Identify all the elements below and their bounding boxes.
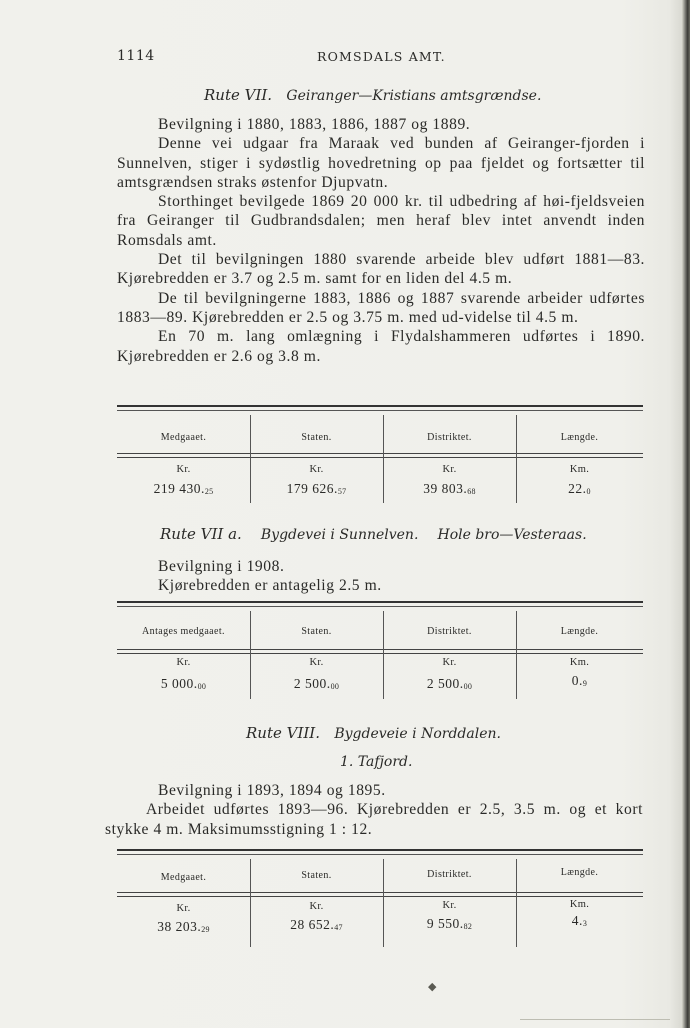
column-header: Længde. — [560, 866, 599, 878]
section-subtitle-route: Hole bro—Vesteraas. — [437, 527, 587, 543]
table-value-staten: 2 500.00 — [293, 676, 340, 691]
table-divider — [117, 896, 643, 897]
column-header: Distriktet. — [427, 625, 472, 637]
section-subtitle: Bygdevei i Sunnelven. — [260, 527, 419, 543]
section-heading-rute-vii — [204, 86, 541, 104]
table-top-rule-thin — [117, 606, 643, 607]
paragraph: Denne vei udgaar fra Maraak ved bunden af Geiranger-fjorden i Sunnelven, stiger i sydøstlig hovedretning op paa fjeldet og fortsætter til amtsgrændsen straks østenfor Djupvatn. — [117, 135, 645, 191]
table-value-laengde: 4.3 — [571, 913, 588, 928]
cost-table-rute-vii-a — [117, 601, 643, 701]
section-text-rute-vii-a — [117, 557, 645, 596]
table-top-rule — [117, 849, 643, 851]
section-heading-rute-vii-a — [160, 525, 587, 543]
unit-label: Kr. — [176, 464, 191, 475]
paragraph: Bevilgning i 1908. — [158, 558, 285, 575]
paragraph: Det til bevilgningen 1880 svarende arbeide blev udført 1881—83. Kjørebredden er 3.7 og 2.5 m. samt for en liden del 4.5 m. — [117, 251, 645, 288]
table-value-medgaaet: 219 430.25 — [153, 481, 214, 496]
table-divider — [117, 892, 643, 893]
table-value-staten: 179 626.57 — [286, 481, 347, 496]
page-number: 1114 — [117, 48, 155, 64]
unit-label: Km. — [569, 657, 590, 668]
table-value-medgaaet: 38 203.29 — [157, 919, 210, 934]
column-header: Medgaaet. — [160, 431, 207, 443]
table-divider — [117, 457, 643, 458]
table-value-laengde: 22.0 — [568, 481, 591, 496]
page-bottom-rule — [520, 1019, 670, 1020]
column-header: Distriktet. — [427, 868, 472, 880]
subsection-title: 1. Tafjord. — [340, 754, 413, 770]
paragraph: Storthinget bevilgede 1869 20 000 kr. til udbedring af høi-fjeldsveien fra Geiranger til Gudbrandsdalen; men heraf blev intet anvendt inden Romsdals amt. — [117, 193, 645, 249]
section-subtitle: Bygdeveie i Norddalen. — [334, 726, 501, 742]
column-header: Længde. — [560, 625, 599, 637]
paragraph: Kjørebredden er antagelig 2.5 m. — [158, 577, 382, 595]
table-value-distriktet: 39 803.68 — [423, 481, 476, 496]
table-value-laengde: 0.9 — [571, 673, 588, 688]
table-divider — [117, 653, 643, 654]
column-header: Antages medgaaet. — [142, 625, 225, 637]
subsection-heading-tafjord — [340, 752, 412, 770]
unit-label: Kr. — [309, 657, 324, 668]
column-header: Staten. — [301, 625, 332, 637]
section-heading-rute-viii — [246, 724, 501, 742]
column-header: Længde. — [560, 431, 599, 443]
end-ornament: ◆ — [428, 980, 437, 993]
column-header: Medgaaet. — [160, 871, 207, 883]
section-subtitle: Geiranger—Kristians amtsgrændse. — [286, 88, 542, 104]
paragraph: Bevilgning i 1893, 1894 og 1895. — [158, 782, 386, 799]
column-header: Distriktet. — [427, 431, 472, 443]
unit-label: Kr. — [176, 657, 191, 668]
paragraph: Bevilgning i 1880, 1883, 1886, 1887 og 1889. — [158, 116, 471, 133]
section-title: Rute VII a. — [160, 525, 242, 543]
table-top-rule — [117, 405, 643, 407]
paragraph: Arbeidet udførtes 1893—96. Kjørebredden er 2.5, 3.5 m. og et kort stykke 4 m. Maksimumsstigning 1 : 12. — [105, 801, 643, 838]
table-divider — [117, 649, 643, 650]
unit-label: Kr. — [442, 900, 457, 911]
unit-label: Km. — [569, 899, 590, 910]
unit-label: Kr. — [442, 464, 457, 475]
table-top-rule — [117, 601, 643, 603]
unit-label: Km. — [569, 464, 590, 475]
unit-label: Kr. — [309, 464, 324, 475]
page-header — [117, 48, 630, 68]
paragraph: En 70 m. lang omlægning i Flydalshammeren udførtes i 1890. Kjørebredden er 2.6 og 3.8 m. — [117, 328, 645, 365]
column-header: Staten. — [301, 431, 332, 443]
running-title: ROMSDALS AMT. — [317, 49, 446, 64]
table-top-rule-thin — [117, 410, 643, 411]
table-value-distriktet: 9 550.82 — [426, 916, 473, 931]
table-value-staten: 28 652.47 — [290, 917, 343, 932]
page-edge-shadow — [682, 0, 690, 1028]
unit-label: Kr. — [309, 901, 324, 912]
unit-label: Kr. — [176, 903, 191, 914]
section-title: Rute VII. — [204, 86, 273, 104]
table-value-distriktet: 2 500.00 — [426, 676, 473, 691]
column-header: Staten. — [301, 869, 332, 881]
cost-table-rute-viii — [117, 849, 643, 949]
paragraph: De til bevilgningerne 1883, 1886 og 1887 svarende arbeider udførtes 1883—89. Kjørebredden er 2.5 og 3.75 m. med ud-videlse til 4.5 m. — [117, 289, 645, 326]
section-text-rute-viii — [105, 781, 643, 839]
unit-label: Kr. — [442, 657, 457, 668]
section-text-rute-vii — [117, 115, 645, 366]
section-title: Rute VIII. — [246, 724, 321, 742]
table-value-medgaaet: 5 000.00 — [160, 676, 207, 691]
table-divider — [117, 453, 643, 454]
cost-table-rute-vii — [117, 405, 643, 505]
